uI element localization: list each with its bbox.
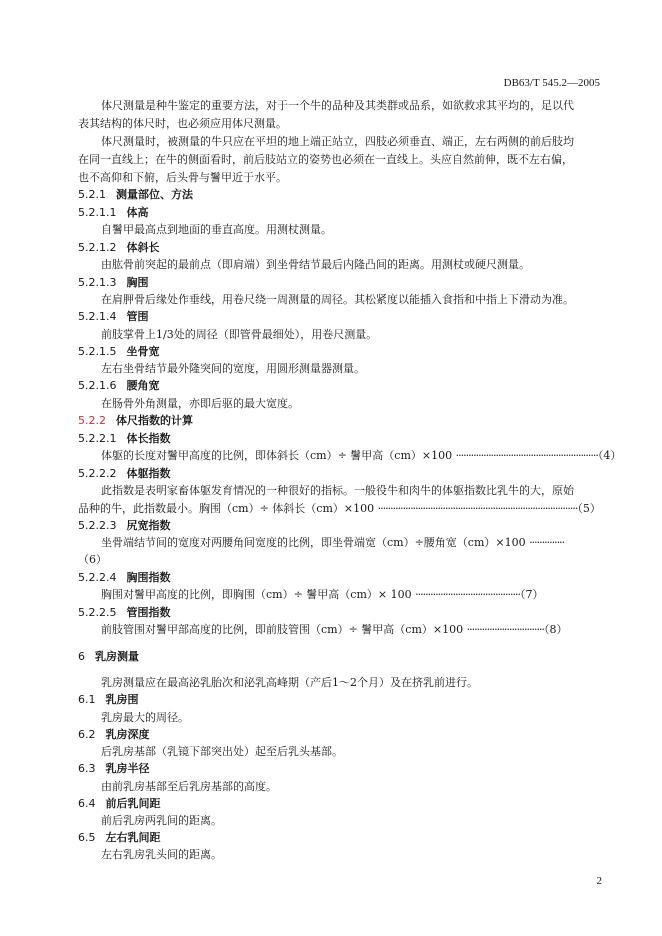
section-body: 前肢掌骨上1/3处的周径（即管骨最细处），用卷尺测量。 [101,328,378,341]
equation-number: （4） [597,449,622,462]
section-heading-5-2-1-5 [78,344,602,359]
section-title: 体长指数 [126,432,171,445]
section-number: 5.2.2.2 [78,467,117,480]
section-body: 乳房测量应在最高泌乳胎次和泌乳高峰期（产后1～2个月）及在挤乳前进行。 [101,676,478,689]
intro-paragraph-line: 在同一直线上；在牛的侧面看时，前后肢站立的姿势也必须在一直线上。头应自然前伸，既不左右偏， [78,153,573,166]
section-number: 5.2.2.3 [78,519,117,532]
section-title: 乳房深度 [105,728,150,741]
section-heading-5-2-1-1 [78,205,602,220]
equation-number: （8） [544,623,568,636]
section-title: 坐骨宽 [126,345,160,358]
intro-paragraph-line: 也不高仰和下俯，后头骨与鬐甲近于水平。 [78,171,287,184]
section-heading-5-2-1-4 [78,309,602,324]
document-code: DB63/T 545.2—2005 [503,77,600,89]
formula-line [101,448,625,463]
leader-dots: ·············· [529,536,565,549]
equation-number: （5） [577,502,601,515]
section-title: 尻宽指数 [126,519,171,532]
section-heading-5-2-1-6 [78,378,602,393]
leader-dots: ················································································ [377,502,578,515]
section-heading-6-2 [78,727,602,742]
section-body: 前后乳房两乳间的距离。 [101,814,222,827]
section-title: 测量部位、方法 [116,188,193,201]
formula-line [78,501,602,516]
section-heading-5-2-1-2 [78,240,602,255]
section-number: 5.2.2.1 [78,432,117,445]
equation-number: （7） [519,588,544,601]
section-heading-5-2-1 [78,187,602,202]
formula-text: 坐骨端结节间的宽度对两腰角间宽度的比例，即坐骨端宽（cm）÷腰角宽（cm）×100 [101,536,526,549]
section-heading-5-2-1-3 [78,275,602,290]
section-number: 5.2.1.2 [78,241,117,254]
section-title: 体高 [126,206,149,219]
intro-paragraph-line: 体尺测量是种牛鉴定的重要方法，对于一个牛的品种及其类群或品系，如欲救求其平均的，足以代 [101,99,574,112]
section-title: 胸围指数 [126,571,171,584]
section-title: 胸围 [126,276,149,289]
section-body: 乳房最大的周径。 [101,711,189,724]
equation-number: （6） [78,553,107,566]
section-heading-6-3 [78,761,602,776]
section-title: 乳房围 [105,693,139,706]
section-title: 管围 [126,310,149,323]
section-heading-5-2-2-5 [78,605,602,620]
formula-text: 品种的牛，此指数最小。胸围（cm）÷ 体斜长（cm）×100 [78,502,375,515]
section-heading-6-4 [78,796,602,811]
section-number: 6.1 [78,693,96,706]
section-number: 5.2.1.3 [78,276,117,289]
section-heading-5-2-2 [78,413,602,428]
section-body: 由前乳房基部至后乳房基部的高度。 [101,780,277,793]
section-number: 6.5 [78,831,96,844]
section-number: 6.4 [78,797,96,810]
section-title: 管围指数 [126,606,171,619]
intro-paragraph-line: 体尺测量时，被测量的牛只应在平坦的地上端正站立，四肢必须垂直、端正，左右两侧的前后肢均 [101,135,574,148]
section-title: 体尺指数的计算 [116,414,193,427]
section-number: 5.2.1.6 [78,379,117,392]
section-title: 体躯指数 [126,467,171,480]
section-body: 自鬐甲最高点到地面的垂直高度。用测杖测量。 [101,223,332,236]
formula-text: 胸围对鬐甲高度的比例，即胸围（cm）÷ 鬐甲高（cm）× 100 [101,588,412,601]
section-number: 5.2.1 [78,188,106,201]
formula-line [101,535,625,550]
section-number: 5.2.1.5 [78,345,117,358]
section-number: 6.2 [78,728,96,741]
intro-paragraph-line: 表其结构的体尺时，也必须应用体尺测量。 [78,117,287,130]
section-body: 在肠骨外角测量，亦即后驱的最大宽度。 [101,397,299,410]
section-title: 乳房半径 [105,762,150,775]
section-number: 6 [78,650,85,663]
section-body: 后乳房基部（乳镜下部突出处）起至后乳头基部。 [101,745,343,758]
section-title: 前后乳间距 [105,797,161,810]
formula-text: 前肢管围对鬐甲部高度的比例，即前肢管围（cm）÷ 鬐甲高（cm）×100 [101,623,464,636]
section-heading-5-2-2-2 [78,466,602,481]
page-number: 2 [596,875,602,887]
section-title: 体斜长 [126,241,160,254]
section-heading-6 [78,649,602,664]
section-number: 5.2.2.4 [78,571,117,584]
section-number: 5.2.1.1 [78,206,117,219]
section-heading-5-2-2-3 [78,518,602,533]
formula-text: 体躯的长度对鬐甲高度的比例，即体斜长（cm）÷ 鬐甲高（cm）×100 [101,449,453,462]
section-number: 6.3 [78,762,96,775]
section-body: 左右乳房乳头间的距离。 [101,848,222,861]
formula-line [101,622,625,637]
section-body: 由肱骨前突起的最前点（即肩端）到坐骨结节最后内隆凸间的距离。用测杖或硬尺测量。 [101,258,530,271]
section-body: 此指数是表明家畜体躯发育情况的一种很好的指标。一般役牛和肉牛的体躯指数比乳牛的大，原始 [101,484,574,497]
leader-dots: ·········································· [415,588,520,601]
section-number: 5.2.2.5 [78,606,117,619]
section-heading-6-5 [78,830,602,845]
section-title: 腰角宽 [126,379,160,392]
section-number: 5.2.1.4 [78,310,117,323]
leader-dots: ························································· [455,449,598,462]
section-heading-5-2-2-1 [78,431,602,446]
section-title: 乳房测量 [95,650,139,663]
formula-line [101,587,625,602]
section-heading-6-1 [78,692,602,707]
section-body: 在肩胛骨后缘处作垂线，用卷尺绕一周测量的周径。其松紧度以能插入食指和中指上下滑动为准。 [101,293,574,306]
section-number: 5.2.2 [78,414,106,427]
leader-dots: ······························· [466,623,545,636]
section-body: 左右坐骨结节最外隆突间的宽度，用圆形测量器测量。 [101,362,365,375]
section-heading-5-2-2-4 [78,570,602,585]
section-title: 左右乳间距 [105,831,161,844]
